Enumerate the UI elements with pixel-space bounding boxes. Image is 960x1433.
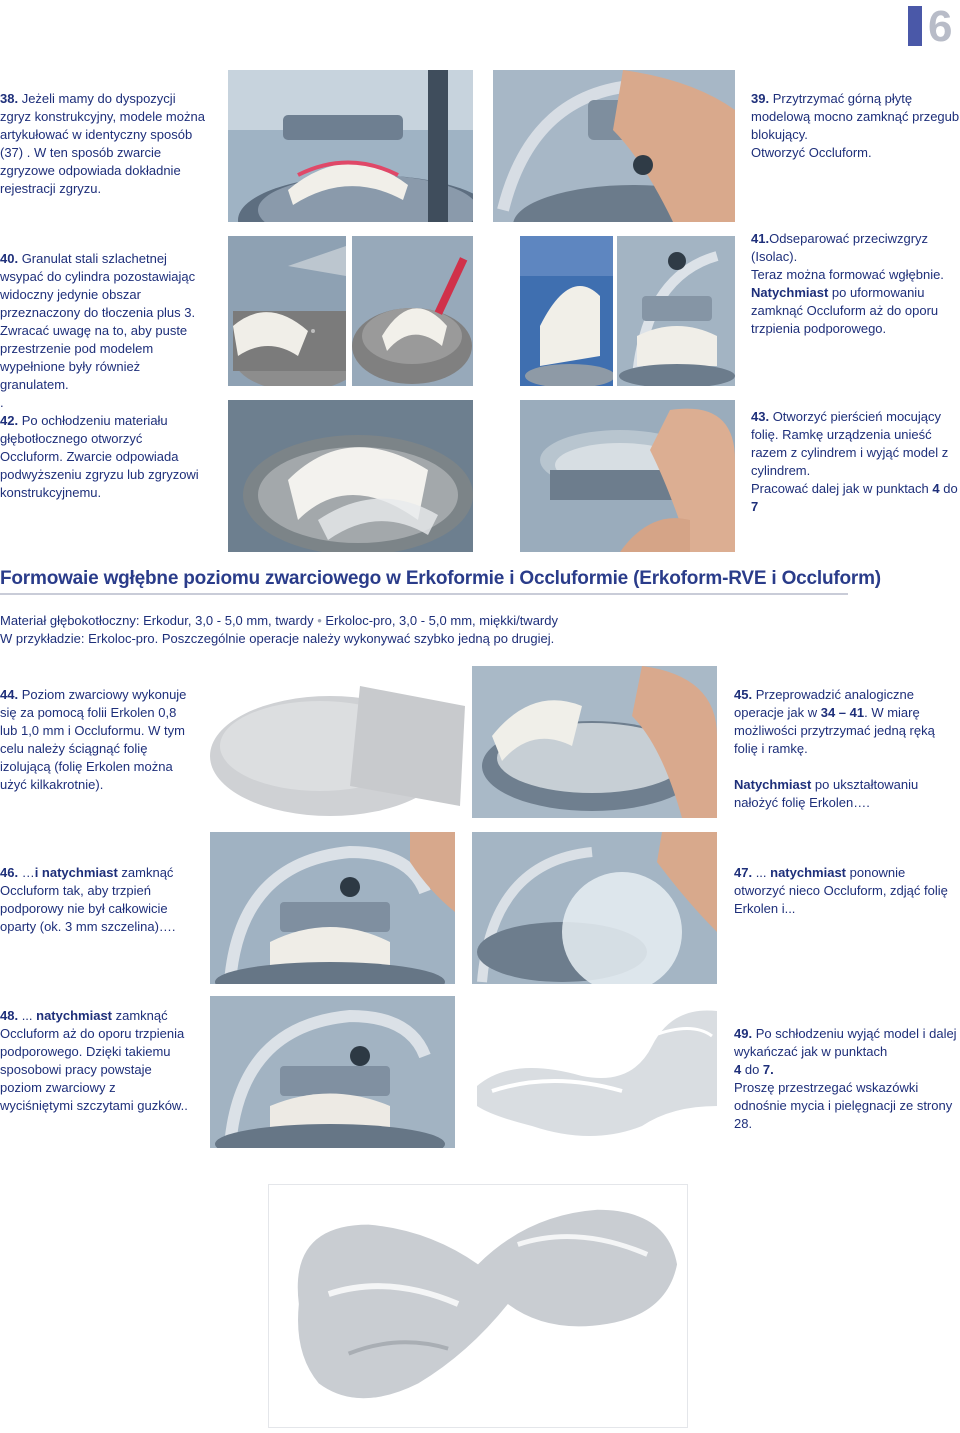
photo-39-occluform-hand <box>493 70 735 222</box>
step-44 <box>0 686 188 794</box>
step-49-mid: do <box>741 1062 763 1077</box>
page-number-tab <box>908 2 956 51</box>
photo-43-remove-model <box>520 400 735 552</box>
photo-44-erkolen-foils <box>210 666 470 818</box>
step-48-number: 48. <box>0 1008 19 1023</box>
step-39 <box>751 90 960 162</box>
step-47-text: ponownie otworzyć nieco Occluform, zdjąć folię Erkolen i... <box>734 865 948 916</box>
step-43-mid: do <box>939 481 958 496</box>
photo-47-remove-erkolen <box>472 832 717 984</box>
section-intro <box>0 612 558 648</box>
intro-line-2: W przykładzie: Erkoloc-pro. Poszczególnie operacje należy wykonywać szybko jedną po drugiej. <box>0 631 555 646</box>
photo-49-splint <box>472 996 717 1148</box>
step-41-text-2: Teraz można formować wgłębnie. <box>751 267 944 282</box>
step-46-dots: … <box>18 865 35 880</box>
step-38 <box>0 90 208 198</box>
step-45 <box>734 686 960 812</box>
step-48-bold: natychmiast <box>36 1008 113 1023</box>
step-42 <box>0 412 208 502</box>
step-43-text-2: Pracować dalej jak w punktach <box>751 481 933 496</box>
photo-38-articulated-models <box>228 70 473 222</box>
photo-41-isolac-brush <box>520 236 613 386</box>
step-48 <box>0 1007 188 1115</box>
step-47-number: 47. <box>734 865 753 880</box>
step-39-text: Przytrzymać górną płytę modelową mocno zamknąć przegub blokujący. <box>751 91 960 142</box>
step-47-bold: natychmiast <box>770 865 847 880</box>
step-49 <box>734 1025 960 1133</box>
step-46-number: 46. <box>0 865 19 880</box>
intro-line-1b: Erkoloc-pro, 3,0 - 5,0 mm, miękki/twardy <box>321 613 558 628</box>
step-45-tail: po ukształtowaniu nałożyć folię Erkolen…. <box>734 777 919 810</box>
step-44-number: 44. <box>0 687 19 702</box>
step-46 <box>0 864 188 936</box>
step-45-text: Przeprowadzić analogiczne operacje jak w <box>734 687 914 720</box>
intro-line-1a: Materiał głębokotłoczny: Erkodur, 3,0 - 5,0 mm, twardy <box>0 613 318 628</box>
photo-final-splint <box>268 1184 688 1428</box>
photo-45-foil-placement <box>472 666 717 818</box>
step-41 <box>751 230 960 338</box>
step-40-dot: . <box>0 395 4 410</box>
step-45-bold: Natychmiast <box>734 777 812 792</box>
intro-separator: • <box>317 613 322 628</box>
step-38-number: 38. <box>0 91 19 106</box>
page-number-bar <box>908 6 922 46</box>
step-45-text-2: . W miarę możliwości przytrzymać jedną ręką folię i ramkę. <box>734 705 935 756</box>
step-43-text: Otworzyć pierścień mocujący folię. Ramkę urządzenia unieść razem z cylindrem i wyjąć model z cylindrem. <box>751 409 949 478</box>
step-40-number: 40. <box>0 251 19 266</box>
step-41-text: Odseparować przeciwzgryz (Isolac). <box>751 231 929 264</box>
step-43 <box>751 408 960 516</box>
step-42-text: Po ochłodzeniu materiału głębotłocznego otworzyć Occluform. Zwarcie odpowiada podwyższeniu zgryzu lub zgryzowi konstrukcyjnemu. <box>0 413 199 500</box>
photo-40-granulate-pour <box>228 236 346 386</box>
step-46-bold: i natychmiast <box>34 865 118 880</box>
step-39-text-2: Otworzyć Occluform. <box>751 145 872 160</box>
section-rule <box>0 593 848 595</box>
step-40 <box>0 250 208 412</box>
step-41-number: 41. <box>751 231 770 246</box>
step-47 <box>734 864 960 918</box>
step-44-text: Poziom zwarciowy wykonuje się za pomocą folii Erkolen 0,8 lub 1,0 mm i Occluformu. W tym celu należy ściągnąć folię izolującą (folię Erkolen można użyć kilkakrotnie). <box>0 687 187 792</box>
section-title: Formowaie wgłębne poziomu zwarciowego w Erkoformie i Occluformie (Erkoform-RVE i Occluform) <box>0 568 881 589</box>
step-39-number: 39. <box>751 91 770 106</box>
step-41-bold: Natychmiast <box>751 285 829 300</box>
step-42-number: 42. <box>0 413 19 428</box>
photo-41-occluform-closed <box>617 236 735 386</box>
photo-48-occluform-closed <box>210 996 455 1148</box>
step-45-number: 45. <box>734 687 753 702</box>
step-49-bold-1: 4 <box>734 1062 742 1077</box>
step-48-text: zamknąć Occluform aż do oporu trzpienia podporowego. Dzięki takiemu sposobowi pracy powstaje poziom zwarciowy z wyciśniętymi szczytami guzków.. <box>0 1008 188 1113</box>
photo-40-granulate-cylinder <box>352 236 473 386</box>
step-46-text: zamknąć Occluform tak, aby trzpień podporowy nie był całkowicie oparty (ok. 3 mm szczelina)…. <box>0 865 176 934</box>
page-number: 6 <box>928 2 953 51</box>
step-49-number: 49. <box>734 1026 753 1041</box>
step-41-text-3: po uformowaniu zamknąć Occluform aż do oporu trzpienia podporowego. <box>751 285 939 336</box>
step-38-text: Jeżeli mamy do dyspozycji zgryz konstrukcyjny, modele można artykułować w identyczny sposób (37) . W ten sposób zwarcie zgryzowe odpowiada dokładnie rejestracji zgryzu. <box>0 91 205 196</box>
photo-46-occluform-gap <box>210 832 455 984</box>
step-49-bold-2: 7. <box>762 1062 774 1077</box>
photo-42-model-on-granulate <box>228 400 473 552</box>
step-48-dots: ... <box>18 1008 37 1023</box>
step-49-tail: Proszę przestrzegać wskazówki odnośnie mycia i pielęgnacji ze strony 28. <box>734 1080 953 1131</box>
step-43-bold-2: 7 <box>751 499 759 514</box>
step-43-bold-1: 4 <box>932 481 940 496</box>
step-47-dots: ... <box>752 865 771 880</box>
step-40-text: Granulat stali szlachetnej wsypać do cylindra pozostawiając widoczny jedynie obszar przeznaczony do tłoczenia plus 3. Zwracać uwagę na to, aby puste przestrzenie pod modelem wypełnione były również granulatem. <box>0 251 196 392</box>
step-43-number: 43. <box>751 409 770 424</box>
step-49-text: Po schłodzeniu wyjąć model i dalej wykańczać jak w punktach <box>734 1026 957 1059</box>
step-45-bold-range: 34 – 41 <box>820 705 865 720</box>
